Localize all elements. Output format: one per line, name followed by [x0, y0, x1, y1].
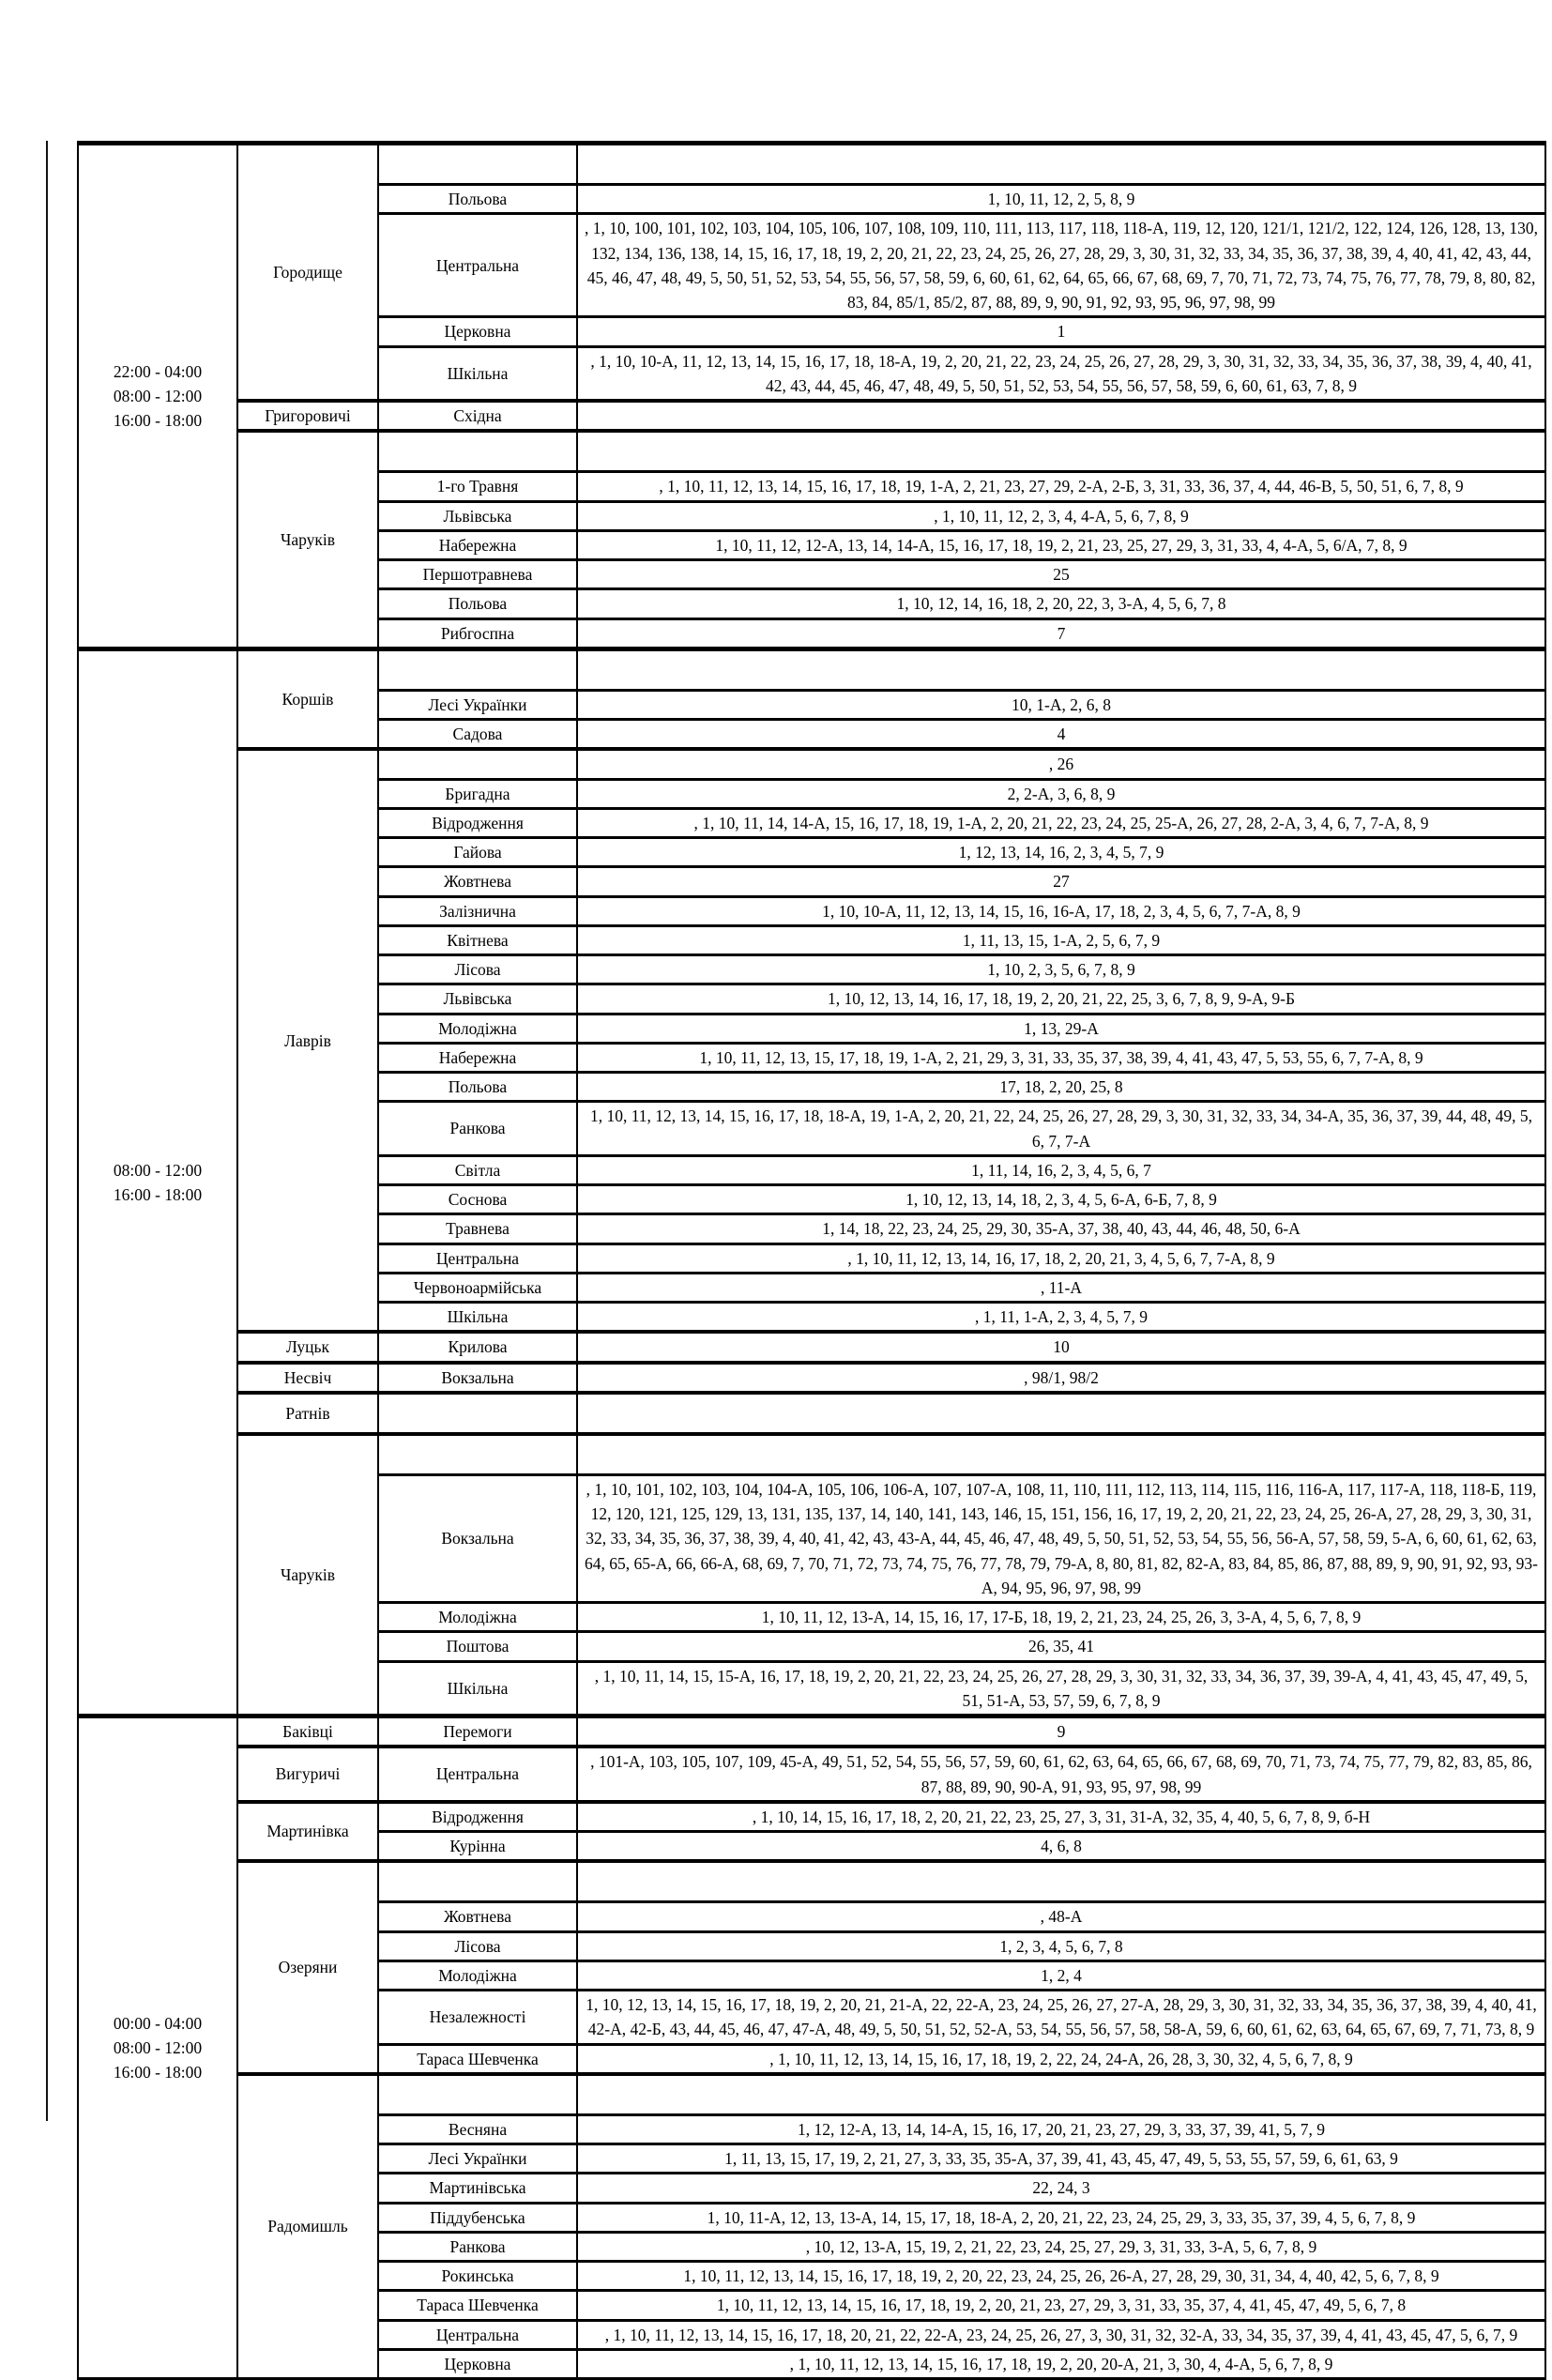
house-numbers-cell: 1, 11, 14, 16, 2, 3, 4, 5, 6, 7	[577, 1155, 1545, 1184]
street-cell: Червоноармійська	[378, 1273, 577, 1302]
schedule-row	[78, 1861, 1545, 1902]
house-numbers-cell	[577, 431, 1545, 472]
street-cell	[378, 1434, 577, 1475]
house-numbers-cell: , 1, 10, 11, 12, 13, 14, 15, 16, 17, 18, 19, 2, 22, 24, 24-А, 26, 28, 3, 30, 32, 4, 5, 6, 7, 8, 9	[577, 2044, 1545, 2074]
street-cell: Лісова	[378, 1931, 577, 1960]
schedule-row	[78, 1716, 1545, 1747]
street-cell: Вокзальна	[378, 1474, 577, 1602]
house-numbers-cell: 1, 10, 11, 12, 13, 15, 17, 18, 19, 1-А, 2, 21, 29, 3, 31, 33, 35, 37, 38, 39, 4, 41, 43, 47, 5, 53, 55, 6, 7, 7-А, 8, 9	[577, 1043, 1545, 1072]
house-numbers-cell	[577, 1861, 1545, 1902]
street-cell	[378, 1861, 577, 1902]
street-cell: Рокинська	[378, 2262, 577, 2291]
street-cell	[378, 431, 577, 472]
street-cell: Лесі Українки	[378, 2144, 577, 2174]
house-numbers-cell: , 1, 10, 11, 12, 13, 14, 16, 17, 18, 2, 20, 21, 3, 4, 5, 6, 7, 7-А, 8, 9	[577, 1243, 1545, 1273]
street-cell: Набережна	[378, 1043, 577, 1072]
street-cell: Курінна	[378, 1832, 577, 1862]
street-cell	[378, 1393, 577, 1434]
schedule-row	[78, 1747, 1545, 1802]
street-cell: Мартинівська	[378, 2174, 577, 2203]
street-cell: Львівська	[378, 501, 577, 530]
house-numbers-cell: , 1, 10, 101, 102, 103, 104, 104-А, 105, 106, 106-А, 107, 107-А, 108, 11, 110, 111, 112, 113, 114, 115, 116, 116-А, 117, 117-А, 118, 118-Б, 119, 12, 120, 121, 125, 129, 13, 131, 135, 137, 14, 140, 141, 143, 146, 15, 151, 156, 16, 17, 19, 2, 20, 21, 22, 23, 24, 25, 26-А, 27, 28, 29, 3, 30, 31, 32, 33, 34, 35, 36, 37, 38, 39, 4, 40, 41, 42, 43, 43-А, 44, 45, 46, 47, 48, 49, 5, 50, 51, 52, 53, 54, 55, 56, 56-А, 57, 58, 59, 5-А, 6, 60, 61, 62, 63, 64, 65, 65-А, 66, 66-А, 68, 69, 7, 70, 71, 72, 73, 74, 75, 76, 77, 78, 79, 79-А, 8, 80, 81, 82, 82-А, 83, 84, 85, 86, 87, 88, 89, 9, 90, 91, 92, 93, 93-А, 94, 95, 96, 97, 98, 99	[577, 1474, 1545, 1602]
house-numbers-cell: , 1, 10, 14, 15, 16, 17, 18, 2, 20, 21, 22, 23, 25, 27, 3, 31, 31-А, 32, 35, 4, 40, 5, 6, 7, 8, 9, б-Н	[577, 1802, 1545, 1832]
street-cell: Світла	[378, 1155, 577, 1184]
street-cell: Шкільна	[378, 1661, 577, 1716]
house-numbers-cell: 1, 12, 13, 14, 16, 2, 3, 4, 5, 7, 9	[577, 838, 1545, 867]
street-cell: Львівська	[378, 984, 577, 1014]
street-cell	[378, 144, 577, 185]
street-cell: Церковна	[378, 2349, 577, 2378]
house-numbers-cell: , 1, 11, 1-А, 2, 3, 4, 5, 7, 9	[577, 1303, 1545, 1333]
house-numbers-cell: 1, 11, 13, 15, 1-А, 2, 5, 6, 7, 9	[577, 925, 1545, 954]
street-cell: Квітнева	[378, 925, 577, 954]
time-window-cell	[78, 1716, 237, 2379]
house-numbers-cell: 1, 10, 11, 12, 13-А, 14, 15, 16, 17, 17-Б, 18, 19, 2, 21, 23, 24, 25, 26, 3, 3-А, 4, 5, 6, 7, 8, 9	[577, 1603, 1545, 1632]
house-numbers-cell: 1, 10, 12, 14, 16, 18, 2, 20, 22, 3, 3-А, 4, 5, 6, 7, 8	[577, 589, 1545, 618]
settlement-cell: Городище	[237, 144, 378, 402]
time-window-cell	[78, 144, 237, 649]
settlement-cell: Баківці	[237, 1716, 378, 1747]
house-numbers-cell: 26, 35, 41	[577, 1632, 1545, 1661]
street-cell: Церковна	[378, 317, 577, 346]
street-cell: Лесі Українки	[378, 690, 577, 719]
page-left-rule	[46, 141, 48, 2121]
house-numbers-cell: , 11-А	[577, 1273, 1545, 1302]
settlement-cell: Чаруків	[237, 431, 378, 648]
house-numbers-cell: 10	[577, 1332, 1545, 1362]
street-cell: Крилова	[378, 1332, 577, 1362]
time-window-line: 16:00 - 18:00	[113, 1184, 203, 1204]
house-numbers-cell: , 1, 10, 10-А, 11, 12, 13, 14, 15, 16, 17, 18, 18-А, 19, 2, 20, 21, 22, 23, 24, 25, 26, 27, 28, 29, 3, 30, 31, 32, 33, 34, 35, 36, 37, 38, 39, 4, 40, 41, 42, 43, 44, 45, 46, 47, 48, 49, 5, 50, 51, 52, 53, 54, 55, 56, 57, 58, 59, 6, 60, 61, 63, 7, 8, 9	[577, 346, 1545, 401]
time-window-line: 22:00 - 04:00	[113, 361, 203, 381]
house-numbers-cell	[577, 648, 1545, 690]
street-cell: Гайова	[378, 838, 577, 867]
settlement-cell: Мартинівка	[237, 1802, 378, 1862]
house-numbers-cell: , 10, 12, 13-А, 15, 19, 2, 21, 22, 23, 24, 25, 27, 29, 3, 31, 33, 3-А, 5, 6, 7, 8, 9	[577, 2232, 1545, 2261]
house-numbers-cell: , 1, 10, 11, 12, 2, 3, 4, 4-А, 5, 6, 7, 8, 9	[577, 501, 1545, 530]
street-cell: Незалежності	[378, 1991, 577, 2045]
street-cell: Вокзальна	[378, 1363, 577, 1393]
house-numbers-cell: 1	[577, 317, 1545, 346]
house-numbers-cell: , 98/1, 98/2	[577, 1363, 1545, 1393]
street-cell: Травнева	[378, 1214, 577, 1243]
time-window-cell	[78, 648, 237, 1716]
street-cell: Поштова	[378, 1632, 577, 1661]
house-numbers-cell: , 26	[577, 749, 1545, 779]
house-numbers-cell: 1, 13, 29-А	[577, 1014, 1545, 1043]
house-numbers-cell: 9	[577, 1716, 1545, 1747]
house-numbers-cell: 1, 12, 12-А, 13, 14, 14-А, 15, 16, 17, 20, 21, 23, 27, 29, 3, 33, 37, 39, 41, 5, 7, 9	[577, 2114, 1545, 2144]
house-numbers-cell: 1, 10, 11, 12, 13, 14, 15, 16, 17, 18, 19, 2, 20, 21, 23, 27, 29, 3, 31, 33, 35, 37, 4, 41, 45, 47, 49, 5, 6, 7, 8	[577, 2291, 1545, 2320]
street-cell: Жовтнева	[378, 867, 577, 896]
house-numbers-cell: 1, 10, 11, 12, 13, 14, 15, 16, 17, 18, 18-А, 19, 1-А, 2, 20, 21, 22, 24, 25, 26, 27, 28, 29, 3, 30, 31, 32, 33, 34, 34-А, 35, 36, 37, 39, 44, 48, 49, 5, 6, 7, 7-А	[577, 1102, 1545, 1156]
house-numbers-cell: 4, 6, 8	[577, 1832, 1545, 1862]
street-cell: Польова	[378, 185, 577, 214]
street-cell: Ранкова	[378, 1102, 577, 1156]
street-cell: Тараса Шевченка	[378, 2044, 577, 2074]
street-cell: Піддубенська	[378, 2203, 577, 2232]
house-numbers-cell: 1, 10, 11, 12, 2, 5, 8, 9	[577, 185, 1545, 214]
street-cell: Лісова	[378, 955, 577, 984]
street-cell: Тараса Шевченка	[378, 2291, 577, 2320]
schedule-body	[78, 144, 1545, 2379]
settlement-cell: Радомишль	[237, 2074, 378, 2379]
street-cell	[378, 2074, 577, 2115]
street-cell: Залізнична	[378, 896, 577, 925]
house-numbers-cell: , 1, 10, 11, 12, 13, 14, 15, 16, 17, 18, 19, 2, 20, 20-А, 21, 3, 30, 4, 4-А, 5, 6, 7, 8, 9	[577, 2349, 1545, 2378]
street-cell: Молодіжна	[378, 1960, 577, 1990]
schedule-row	[78, 144, 1545, 185]
house-numbers-cell: 17, 18, 2, 20, 25, 8	[577, 1073, 1545, 1102]
house-numbers-cell: 27	[577, 867, 1545, 896]
settlement-cell: Григоровичі	[237, 401, 378, 431]
house-numbers-cell: 7	[577, 618, 1545, 648]
house-numbers-cell: , 1, 10, 11, 12, 13, 14, 15, 16, 17, 18, 19, 1-А, 2, 21, 23, 27, 29, 2-А, 2-Б, 3, 31, 33, 36, 37, 4, 44, 46-В, 5, 50, 51, 6, 7, 8, 9	[577, 472, 1545, 501]
outage-schedule	[77, 141, 1546, 2380]
street-cell: Відродження	[378, 808, 577, 837]
street-cell: Бригадна	[378, 779, 577, 808]
street-cell: Ранкова	[378, 2232, 577, 2261]
settlement-cell: Луцьк	[237, 1332, 378, 1362]
outage-schedule-table	[77, 141, 1546, 2380]
house-numbers-cell: 1, 10, 11, 12, 13, 14, 15, 16, 17, 18, 19, 2, 20, 22, 23, 24, 25, 26, 26-А, 27, 28, 29, 30, 31, 34, 4, 40, 42, 5, 6, 7, 8, 9	[577, 2262, 1545, 2291]
street-cell: Садова	[378, 720, 577, 750]
house-numbers-cell: 1, 11, 13, 15, 17, 19, 2, 21, 27, 3, 33, 35, 35-А, 37, 39, 41, 43, 45, 47, 49, 5, 53, 55, 57, 59, 6, 61, 63, 9	[577, 2144, 1545, 2174]
schedule-row	[78, 1434, 1545, 1475]
street-cell: 1-го Травня	[378, 472, 577, 501]
street-cell: Центральна	[378, 1243, 577, 1273]
street-cell: Центральна	[378, 2320, 577, 2349]
house-numbers-cell: 2, 2-А, 3, 6, 8, 9	[577, 779, 1545, 808]
house-numbers-cell: 22, 24, 3	[577, 2174, 1545, 2203]
house-numbers-cell: 1, 2, 3, 4, 5, 6, 7, 8	[577, 1931, 1545, 1960]
house-numbers-cell	[577, 1393, 1545, 1434]
house-numbers-cell: 1, 10, 12, 13, 14, 16, 17, 18, 19, 2, 20, 21, 22, 25, 3, 6, 7, 8, 9, 9-А, 9-Б	[577, 984, 1545, 1014]
settlement-cell: Лаврів	[237, 749, 378, 1332]
settlement-cell: Чаруків	[237, 1434, 378, 1716]
house-numbers-cell	[577, 144, 1545, 185]
street-cell	[378, 749, 577, 779]
house-numbers-cell	[577, 1434, 1545, 1475]
house-numbers-cell: , 1, 10, 11, 14, 15, 15-А, 16, 17, 18, 19, 2, 20, 21, 22, 23, 24, 25, 26, 27, 28, 29, 3, 30, 31, 32, 33, 34, 36, 37, 39, 39-А, 4, 41, 43, 45, 47, 49, 5, 51, 51-А, 53, 57, 59, 6, 7, 8, 9	[577, 1661, 1545, 1716]
house-numbers-cell	[577, 2074, 1545, 2115]
street-cell: Молодіжна	[378, 1014, 577, 1043]
schedule-row	[78, 1332, 1545, 1362]
street-cell: Східна	[378, 401, 577, 431]
street-cell: Першотравнева	[378, 560, 577, 589]
schedule-row	[78, 2074, 1545, 2115]
street-cell: Відродження	[378, 1802, 577, 1832]
house-numbers-cell: , 48-А	[577, 1902, 1545, 1931]
settlement-cell: Несвіч	[237, 1363, 378, 1393]
time-window-line: 08:00 - 12:00	[113, 2037, 203, 2057]
time-window-line: 00:00 - 04:00	[113, 2013, 203, 2033]
street-cell: Набережна	[378, 530, 577, 559]
house-numbers-cell: , 1, 10, 100, 101, 102, 103, 104, 105, 106, 107, 108, 109, 110, 111, 113, 117, 118, 118-А, 119, 12, 120, 121/1, 121/2, 122, 124, 126, 128, 13, 130, 132, 134, 136, 138, 14, 15, 16, 17, 18, 19, 2, 20, 21, 22, 23, 24, 25, 26, 27, 28, 29, 3, 30, 31, 32, 33, 34, 35, 36, 37, 38, 39, 4, 40, 41, 42, 43, 44, 45, 46, 47, 48, 49, 5, 50, 51, 52, 53, 54, 55, 56, 57, 58, 59, 6, 60, 61, 62, 64, 65, 66, 67, 68, 69, 7, 70, 71, 72, 73, 74, 75, 76, 77, 78, 79, 8, 80, 82, 83, 84, 85/1, 85/2, 87, 88, 89, 9, 90, 91, 92, 93, 95, 96, 97, 98, 99	[577, 214, 1545, 317]
house-numbers-cell: 25	[577, 560, 1545, 589]
time-window-line: 08:00 - 12:00	[113, 386, 203, 405]
house-numbers-cell: 1, 2, 4	[577, 1960, 1545, 1990]
house-numbers-cell: 1, 10, 2, 3, 5, 6, 7, 8, 9	[577, 955, 1545, 984]
street-cell: Польова	[378, 1073, 577, 1102]
house-numbers-cell: 1, 14, 18, 22, 23, 24, 25, 29, 30, 35-А, 37, 38, 40, 43, 44, 46, 48, 50, 6-А	[577, 1214, 1545, 1243]
street-cell: Молодіжна	[378, 1603, 577, 1632]
house-numbers-cell: 1, 10, 10-А, 11, 12, 13, 14, 15, 16, 16-А, 17, 18, 2, 3, 4, 5, 6, 7, 7-А, 8, 9	[577, 896, 1545, 925]
street-cell: Соснова	[378, 1185, 577, 1214]
time-window-line: 16:00 - 18:00	[113, 2063, 203, 2082]
schedule-row	[78, 749, 1545, 779]
schedule-row	[78, 1363, 1545, 1393]
schedule-row	[78, 401, 1545, 431]
schedule-row	[78, 1802, 1545, 1832]
house-numbers-cell: 1, 10, 12, 13, 14, 18, 2, 3, 4, 5, 6-А, 6-Б, 7, 8, 9	[577, 1185, 1545, 1214]
house-numbers-cell: , 101-А, 103, 105, 107, 109, 45-А, 49, 51, 52, 54, 55, 56, 57, 59, 60, 61, 62, 63, 64, 65, 66, 67, 68, 69, 70, 71, 73, 74, 75, 77, 79, 82, 83, 85, 86, 87, 88, 89, 90, 90-А, 91, 93, 95, 97, 98, 99	[577, 1747, 1545, 1802]
house-numbers-cell: , 1, 10, 11, 14, 14-А, 15, 16, 17, 18, 19, 1-А, 2, 20, 21, 22, 23, 24, 25, 25-А, 26, 27, 28, 2-А, 3, 4, 6, 7, 7-А, 8, 9	[577, 808, 1545, 837]
house-numbers-cell: 10, 1-А, 2, 6, 8	[577, 690, 1545, 719]
time-window-line: 08:00 - 12:00	[113, 1160, 203, 1180]
house-numbers-cell: 4	[577, 720, 1545, 750]
schedule-row	[78, 1393, 1545, 1434]
street-cell: Шкільна	[378, 1303, 577, 1333]
settlement-cell: Вигуричі	[237, 1747, 378, 1802]
street-cell: Польова	[378, 589, 577, 618]
street-cell: Жовтнева	[378, 1902, 577, 1931]
street-cell: Центральна	[378, 214, 577, 317]
street-cell: Рибгоспна	[378, 618, 577, 648]
time-window-line: 16:00 - 18:00	[113, 411, 203, 430]
house-numbers-cell: 1, 10, 12, 13, 14, 15, 16, 17, 18, 19, 2, 20, 21, 21-А, 22, 22-А, 23, 24, 25, 26, 27, 27-А, 28, 29, 3, 30, 31, 32, 33, 34, 35, 36, 37, 38, 39, 4, 40, 41, 42-А, 42-Б, 43, 44, 45, 46, 47, 47-А, 48, 49, 5, 50, 51, 52, 52-А, 53, 54, 55, 56, 57, 58, 58-А, 59, 6, 60, 61, 62, 63, 64, 65, 67, 69, 7, 71, 73, 8, 9	[577, 1991, 1545, 2045]
street-cell	[378, 648, 577, 690]
house-numbers-cell: 1, 10, 11-А, 12, 13, 13-А, 14, 15, 17, 18, 18-А, 2, 20, 21, 22, 23, 24, 25, 29, 3, 33, 35, 37, 39, 4, 5, 6, 7, 8, 9	[577, 2203, 1545, 2232]
street-cell: Перемоги	[378, 1716, 577, 1747]
settlement-cell: Озеряни	[237, 1861, 378, 2074]
street-cell: Шкільна	[378, 346, 577, 401]
settlement-cell: Коршів	[237, 648, 378, 749]
street-cell: Центральна	[378, 1747, 577, 1802]
schedule-row	[78, 648, 1545, 690]
house-numbers-cell: 1, 10, 11, 12, 12-А, 13, 14, 14-А, 15, 16, 17, 18, 19, 2, 21, 23, 25, 27, 29, 3, 31, 33, 4, 4-А, 5, 6/А, 7, 8, 9	[577, 530, 1545, 559]
schedule-row	[78, 431, 1545, 472]
street-cell: Весняна	[378, 2114, 577, 2144]
house-numbers-cell: , 1, 10, 11, 12, 13, 14, 15, 16, 17, 18, 20, 21, 22, 22-А, 23, 24, 25, 26, 27, 3, 30, 31, 32, 32-А, 33, 34, 35, 37, 39, 4, 41, 43, 45, 47, 5, 6, 7, 9	[577, 2320, 1545, 2349]
settlement-cell: Ратнів	[237, 1393, 378, 1434]
house-numbers-cell	[577, 401, 1545, 431]
